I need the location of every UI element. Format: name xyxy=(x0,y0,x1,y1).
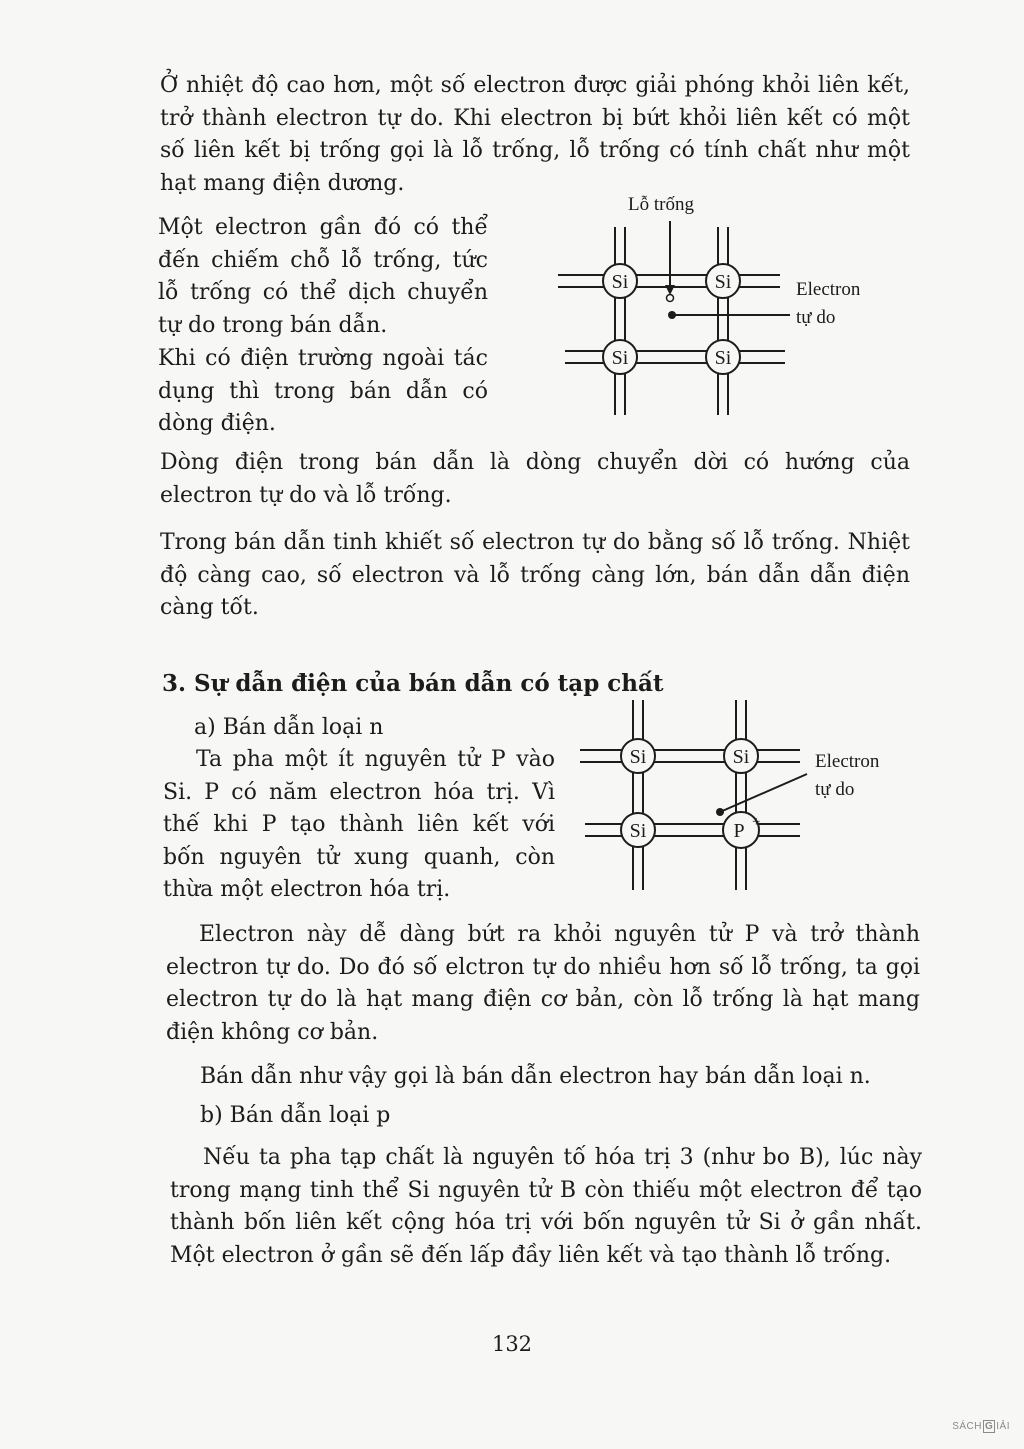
paragraph-current: Dòng điện trong bán dẫn là dòng chuyển dời có hướng của electron tự do và lỗ trống. xyxy=(160,450,910,508)
free-electron-label: Electron xyxy=(796,279,861,300)
atom-label-si: Si xyxy=(714,271,732,293)
hole-arrow-head xyxy=(665,285,675,295)
paragraph-electric-field: Khi có điện trường ngoài tác dụng thì trong bán dẫn có dòng điện. xyxy=(158,346,488,436)
hole-label: Lỗ trống xyxy=(628,194,694,215)
section-heading: 3. Sự dẫn điện của bán dẫn có tạp chất xyxy=(162,670,664,697)
intrinsic-lattice-diagram xyxy=(540,185,900,425)
free-electron-dot xyxy=(716,808,724,816)
free-electron-label: tự do xyxy=(796,307,836,328)
atom-label-si: Si xyxy=(714,347,732,369)
atom-label-si: Si xyxy=(611,271,629,293)
atom-label-si: Si xyxy=(732,746,750,768)
hole-marker xyxy=(667,295,674,302)
paragraph-n-type-doping: Ta pha một ít nguyên tử P vào Si. P có năm electron hóa trị. Vì thế khi P tạo thành liên kết với bốn nguyên tử xung quanh, còn thừa một electron hóa trị. xyxy=(163,747,555,902)
paragraph-majority-carriers: Electron này dễ dàng bứt ra khỏi nguyên tử P và trở thành electron tự do. Do đó số elctron tự do nhiều hơn số lỗ trống, ta gọi electron tự do là hạt mang điện cơ bản, còn lỗ trống là hạt mang điện không cơ bản. xyxy=(166,922,920,1045)
free-electron-label: tự do xyxy=(815,779,855,800)
atom-label-si: Si xyxy=(629,820,647,842)
atom-label-si: Si xyxy=(611,347,629,369)
subheading-p-type: b) Bán dẫn loại p xyxy=(200,1103,391,1128)
paragraph-intro: Ở nhiệt độ cao hơn, một số electron được giải phóng khỏi liên kết, trở thành electron tự do. Khi electron bị bứt khỏi liên kết có một số liên kết bị trống gọi là lỗ trống, lỗ trống có tính chất như một hạt mang điện dương. xyxy=(160,73,910,196)
watermark-logo: SÁCH G IẢI xyxy=(952,1421,1010,1432)
free-electron-label: Electron xyxy=(815,751,880,772)
atom-label-p: P xyxy=(733,820,745,842)
paragraph-hole-moves: Một electron gần đó có thể đến chiếm chỗ lỗ trống, tức lỗ trống có thể dịch chuyển tự do trong bán dẫn. xyxy=(158,215,488,338)
paragraph-p-type-doping: Nếu ta pha tạp chất là nguyên tố hóa trị 3 (như bo B), lúc này trong mạng tinh thể Si nguyên tử B còn thiếu một electron để tạo thành bốn liên kết cộng hóa trị với bốn nguyên tử Si ở gần nhất. Một electron ở gần sẽ đến lấp đầy liên kết và tạo thành lỗ trống. xyxy=(170,1145,922,1268)
subheading-n-type: a) Bán dẫn loại n xyxy=(194,715,384,740)
paragraph-n-type-definition: Bán dẫn như vậy gọi là bán dẫn electron hay bán dẫn loại n. xyxy=(200,1064,871,1089)
free-electron-dot xyxy=(668,311,676,319)
positive-charge-sign: + xyxy=(752,814,761,830)
atom-label-si: Si xyxy=(629,746,647,768)
paragraph-pure-semiconductor: Trong bán dẫn tinh khiết số electron tự do bằng số lỗ trống. Nhiệt độ càng cao, số electron và lỗ trống càng lớn, bán dẫn dẫn điện càng tốt. xyxy=(160,530,910,620)
page-number: 132 xyxy=(491,1332,533,1356)
n-type-lattice-diagram xyxy=(570,690,920,900)
